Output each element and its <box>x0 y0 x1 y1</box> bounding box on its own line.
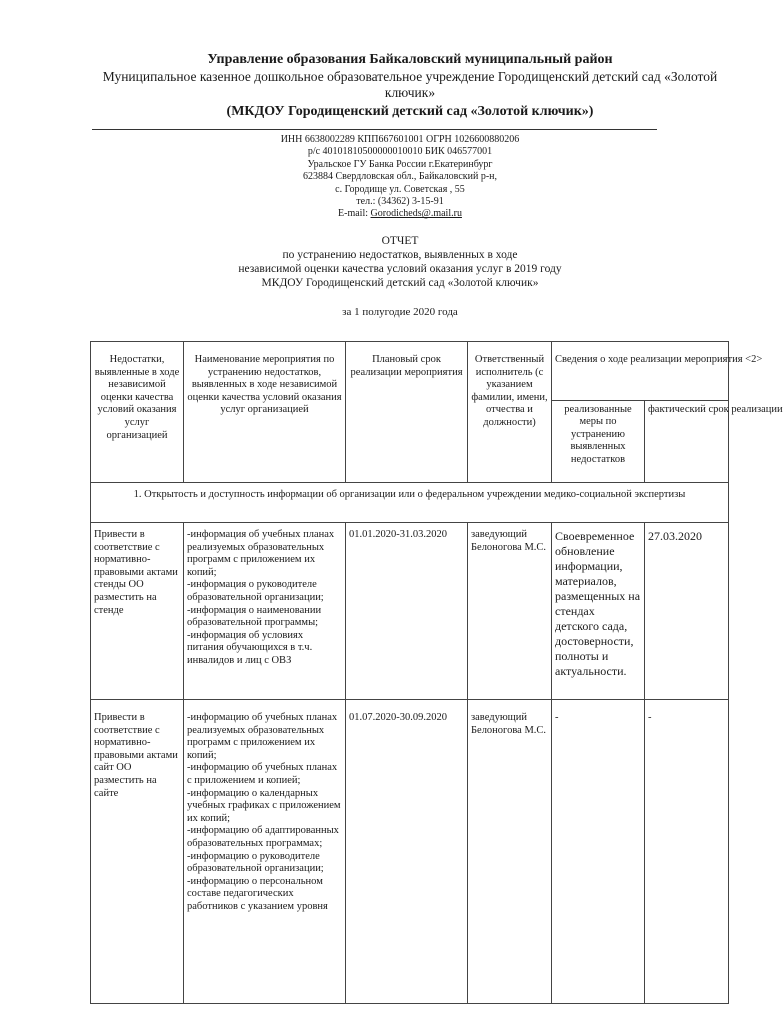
row-measure: -информация об учебных планах реализуемых образовательных программ с приложением их копий; -информация о руководителе образовательной организации; -информация о наименовании образовательной программы; -информация об условиях питания обучающихся в т.ч. инвалидов и лиц с ОВЗ <box>184 523 346 700</box>
header-institution-full: Муниципальное казенное дошкольное образовательное учреждение Городищенский детский сад «Золотой ключик» <box>102 69 718 100</box>
requisites-block <box>180 134 620 221</box>
row-actual-date: - <box>645 700 729 1004</box>
row-implemented: - <box>552 700 645 1004</box>
header-department: Управление образования Байкаловский муниципальный район <box>207 52 613 67</box>
row-measure: -информацию об учебных планах реализуемых образовательных программ с приложением их копий; -информацию об учебных планах с приложением и копией; -информацию о календарных учебных графиках с приложением их копий; -информацию об адаптированных образовательных программах; -информацию о руководителе образовательной организации; -информацию о персональном составе педагогических работников с указанием уровня <box>184 700 346 1004</box>
header-measure: Наименование мероприятия по устранению недостатков, выявленных в ходе независимой оценки качества условий оказания услуг организацией <box>184 342 346 483</box>
requisite-bank: Уральское ГУ Банка России г.Екатеринбург <box>307 158 493 170</box>
table-header-row <box>91 342 729 401</box>
requisite-email-line <box>180 208 620 220</box>
title-line-1: ОТЧЕТ <box>381 235 419 247</box>
row-actual-date: 27.03.2020 <box>645 523 729 700</box>
header-actual-term: фактический срок реализации <box>645 400 729 482</box>
header-planned-term: Плановый срок реализации мероприятия <box>346 342 468 483</box>
header-institution-short: (МКДОУ Городищенский детский сад «Золотой ключик») <box>226 104 594 119</box>
row-responsible: заведующий Белоногова М.С. <box>468 523 552 700</box>
title-line-2: по устранению недостатков, выявленных в ходе <box>282 249 518 261</box>
header-implemented-measures: реализованные меры по устранению выявленных недостатков <box>552 400 645 482</box>
row-deficiency: Привести в соответствие с нормативно-правовыми актами сайт ОО разместить на сайте <box>91 700 184 1004</box>
report-period: за 1 полугодие 2020 года <box>342 306 458 318</box>
requisite-street: с. Городище ул. Советская , 55 <box>335 183 465 195</box>
row-deficiency: Привести в соответствие с нормативно-правовыми актами стенды ОО разместить на стенде <box>91 523 184 700</box>
row-term: 01.07.2020-30.09.2020 <box>346 700 468 1004</box>
requisite-phone: тел.: (34362) 3-15-91 <box>356 196 444 208</box>
title-line-3: независимой оценки качества условий оказания услуг в 2019 году <box>238 263 562 275</box>
header-divider <box>92 129 657 130</box>
requisite-account: р/с 40101810500000010010 БИК 046577001 <box>307 146 493 158</box>
row-implemented: Своевременное обновление информации, материалов, размещенных на стендах детского сада, достоверности, полноты и актуальности. <box>552 523 645 700</box>
section-row <box>91 483 729 523</box>
header-deficiencies: Недостатки, выявленные в ходе независимой оценки качества условий оказания услуг организацией <box>91 342 184 483</box>
report-table <box>90 341 783 1004</box>
row-term: 01.01.2020-31.03.2020 <box>346 523 468 700</box>
report-title <box>180 234 620 290</box>
title-line-4: МКДОУ Городищенский детский сад «Золотой ключик» <box>261 277 539 289</box>
header-responsible: Ответственный исполнитель (с указанием фамилии, имени, отчества и должности) <box>468 342 552 483</box>
requisite-inn: ИНН 6638002289 КПП667601001 ОГРН 1026600880206 <box>280 134 520 145</box>
table-row <box>91 523 729 700</box>
table-row <box>91 700 729 1004</box>
email-link[interactable]: Gorodicheds@.mail.ru <box>370 208 462 220</box>
section-title: 1. Открытость и доступность информации об организации или о федеральном учреждении медико-социальной экспертизы <box>91 483 729 523</box>
row-responsible: заведующий Белоногова М.С. <box>468 700 552 1004</box>
header-progress: Сведения о ходе реализации мероприятия <2> <box>552 342 729 401</box>
requisite-address: 623884 Свердловская обл., Байкаловский р-н, <box>303 171 497 183</box>
email-label: E-mail: <box>338 208 371 220</box>
